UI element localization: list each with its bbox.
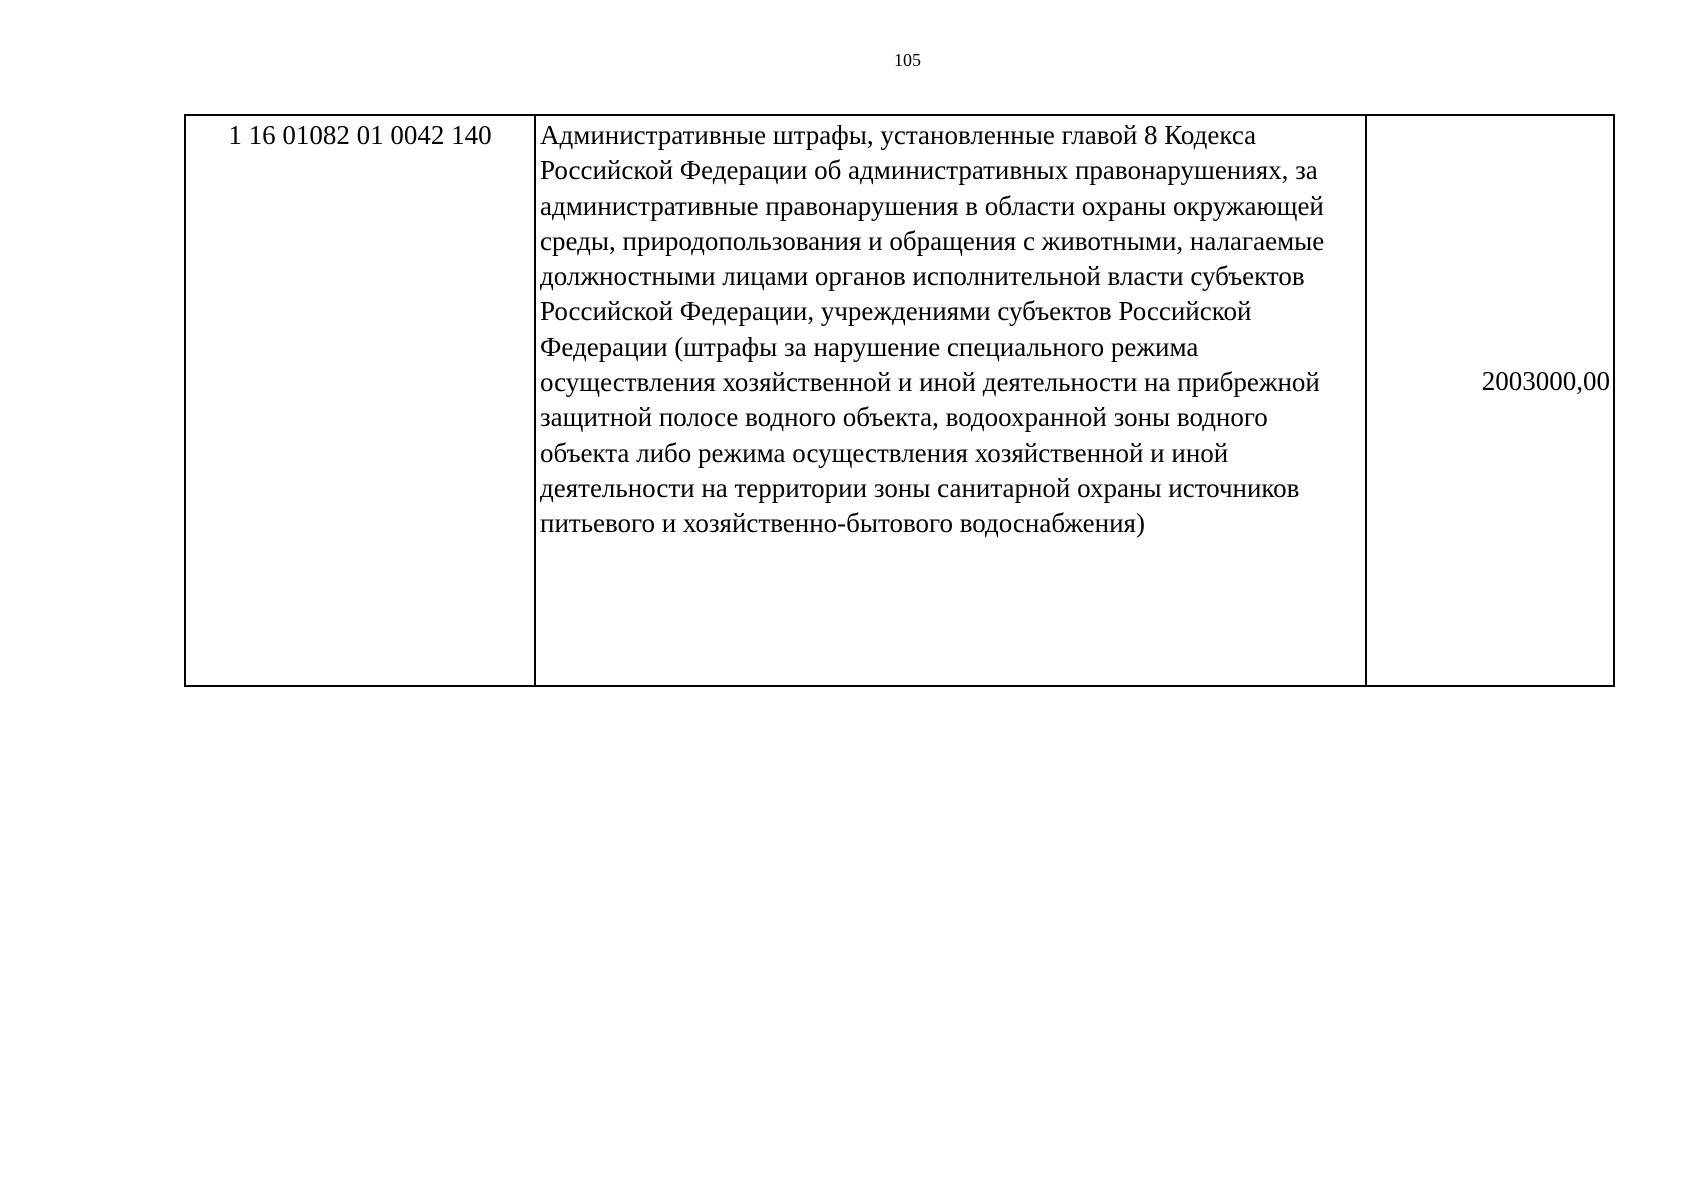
table-row: [185, 115, 1614, 686]
revenue-amount: 2003000,00: [1366, 115, 1614, 686]
budget-classification-code: 1 16 01082 01 0042 140: [185, 115, 535, 686]
budget-revenue-table: [184, 114, 1615, 687]
page-number: 105: [894, 50, 921, 70]
revenue-description: Административные штрафы, установленные главой 8 Кодекса Российской Федерации об административных правонарушениях, за административные правонарушения в области охраны окружающей среды, природопользования и обращения с животными, налагаемые должностными лицами органов исполнительной власти субъектов Российской Федерации, учреждениями субъектов Российской Федерации (штрафы за нарушение специального режима осуществления хозяйственной и иной деятельности на прибрежной защитной полосе водного объекта, водоохранной зоны водного объекта либо режима осуществления хозяйственной и иной деятельности на территории зоны санитарной охраны источников питьевого и хозяйственно-бытового водоснабжения): [535, 115, 1366, 686]
